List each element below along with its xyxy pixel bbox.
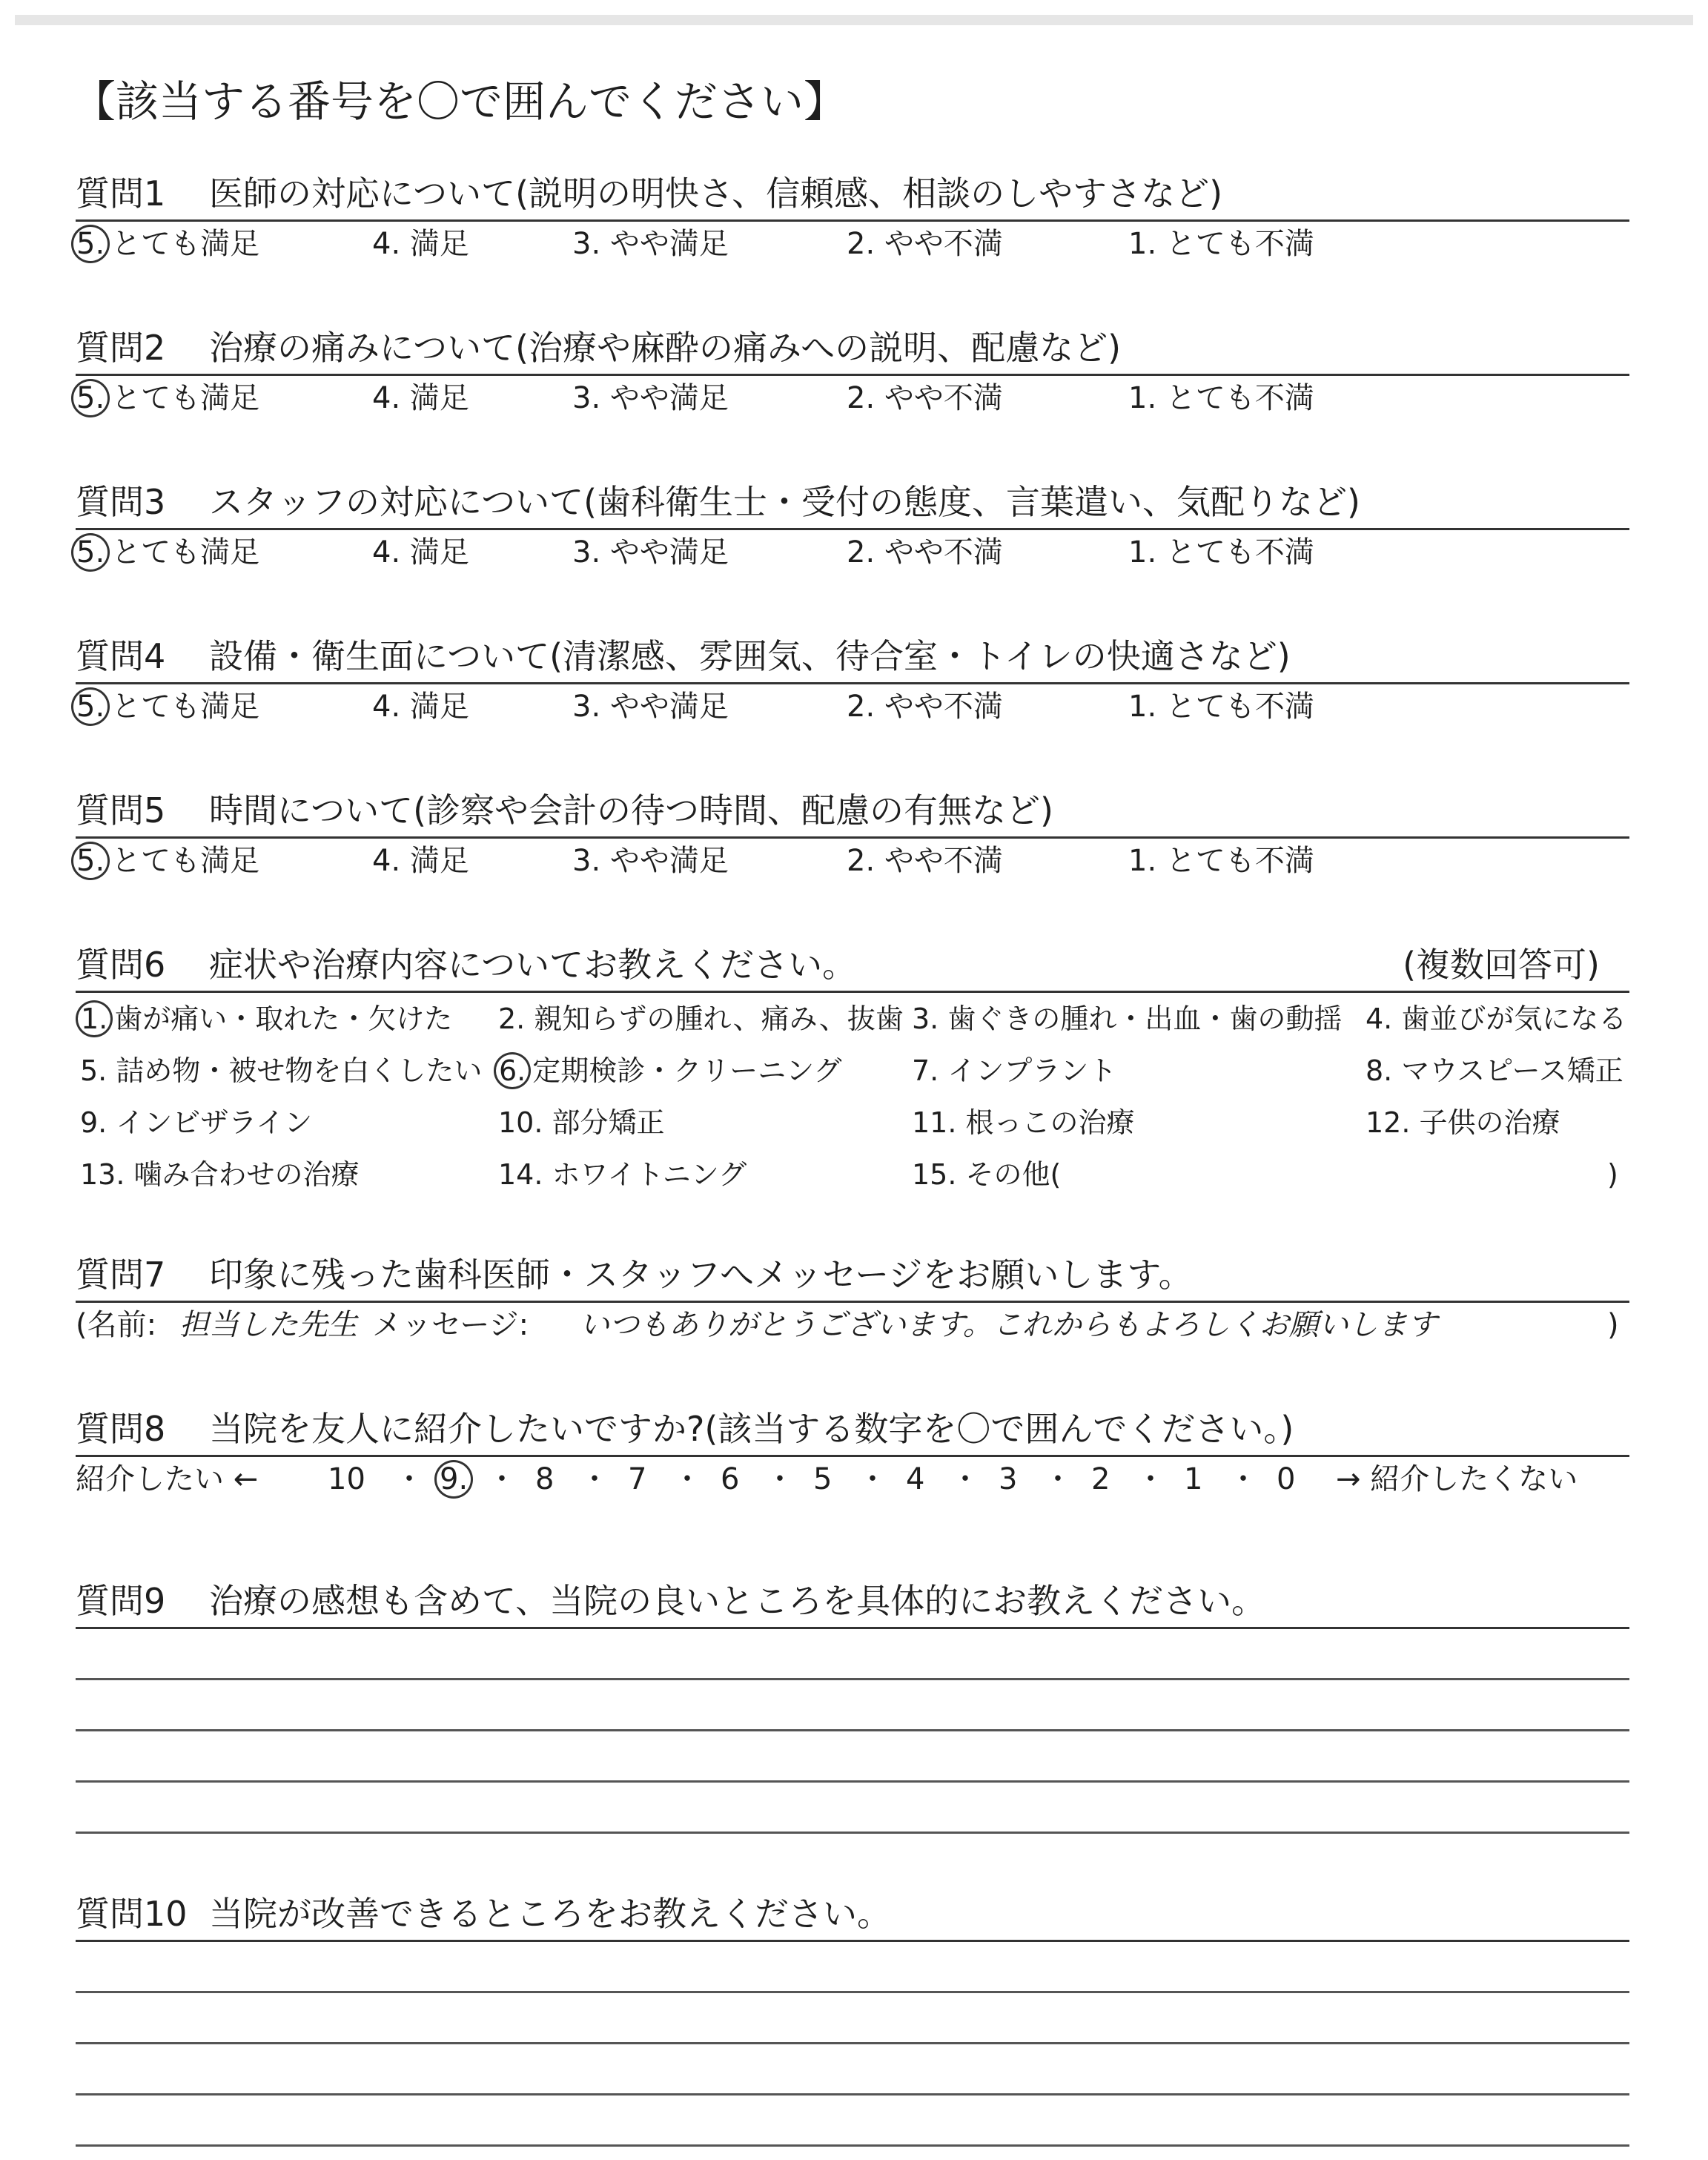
option-4[interactable]: 4. 満足 — [372, 690, 469, 724]
scale-separator: ・ — [672, 1462, 702, 1496]
scale-option-4[interactable]: 4 — [906, 1462, 925, 1496]
question-text: 治療の感想も含めて、当院の良いところを具体的にお教えください。 — [209, 1581, 1266, 1621]
scale-option-0[interactable]: 0 — [1277, 1462, 1296, 1496]
option-1[interactable]: 1. とても不満 — [1128, 690, 1314, 724]
scale-separator: ・ — [1136, 1462, 1165, 1496]
option-2[interactable]: 2. やや不満 — [847, 381, 1003, 415]
question-number: 質問8 — [76, 1409, 166, 1449]
rating-options — [76, 222, 1629, 266]
option-4[interactable]: 4. 満足 — [372, 844, 469, 878]
option-2[interactable]: 2. やや不満 — [847, 690, 1003, 724]
question-number: 質問6 — [76, 945, 166, 985]
question-number: 質問9 — [76, 1581, 166, 1621]
answer-line[interactable] — [76, 1991, 1629, 1993]
scale-right-label: → 紹介したくない — [1336, 1462, 1578, 1496]
question-text: 印象に残った歯科医師・スタッフへメッセージをお願いします。 — [209, 1255, 1193, 1295]
name-label: (名前: — [76, 1308, 157, 1342]
question-1 — [76, 172, 1629, 266]
question-title — [76, 1407, 1629, 1450]
symptom-option-6-selected[interactable]: 6. 定期検診・クリーニング — [498, 1045, 842, 1097]
symptom-option-14[interactable]: 14. ホワイトニング — [498, 1158, 747, 1191]
question-2 — [76, 326, 1629, 420]
selected-circle-mark: 5. — [71, 379, 110, 417]
option-5-selected[interactable]: 5. とても満足 — [76, 530, 259, 575]
question-title — [76, 635, 1629, 678]
question-text: 当院を友人に紹介したいですか?(該当する数字を〇で囲んでください。) — [209, 1409, 1294, 1449]
scale-option-9-selected[interactable] — [439, 1457, 474, 1502]
option-4[interactable]: 4. 満足 — [372, 227, 469, 261]
question-text: 当院が改善できるところをお教えください。 — [209, 1894, 891, 1934]
question-number: 質問4 — [76, 636, 166, 676]
selected-circle-mark: 9. — [434, 1460, 473, 1499]
answer-line[interactable] — [76, 1780, 1629, 1783]
scale-separator: ・ — [858, 1462, 887, 1496]
question-10 — [76, 1892, 1629, 2147]
question-text: 治療の痛みについて(治療や麻酔の痛みへの説明、配慮など) — [209, 328, 1122, 368]
symptom-option-5[interactable]: 5. 詰め物・被せ物を白くしたい — [80, 1054, 483, 1087]
question-title — [76, 480, 1629, 524]
question-title — [76, 172, 1629, 215]
symptom-options-grid — [76, 993, 1629, 1200]
option-3[interactable]: 3. やや満足 — [572, 227, 729, 261]
question-8 — [76, 1407, 1629, 1502]
name-field[interactable]: 担当した先生 — [179, 1308, 357, 1342]
message-close-paren: ) — [1607, 1308, 1619, 1342]
answer-line[interactable] — [76, 2144, 1629, 2147]
selected-circle-mark: 6. — [494, 1052, 531, 1089]
question-5 — [76, 789, 1629, 883]
symptom-option-8[interactable]: 8. マウスピース矯正 — [1366, 1054, 1623, 1087]
answer-line[interactable] — [76, 2093, 1629, 2095]
question-title — [76, 326, 1629, 369]
question-underline — [76, 1627, 1629, 1629]
option-1[interactable]: 1. とても不満 — [1128, 844, 1314, 878]
scale-option-7[interactable]: 7 — [628, 1462, 647, 1496]
question-text: 設備・衛生面について(清潔感、雰囲気、待合室・トイレの快適さなど) — [209, 636, 1291, 676]
option-1[interactable]: 1. とても不満 — [1128, 227, 1314, 261]
option-2[interactable]: 2. やや不満 — [847, 535, 1003, 569]
question-6 — [76, 943, 1629, 1200]
scale-separator: ・ — [765, 1462, 795, 1496]
question-number: 質問3 — [76, 482, 166, 522]
question-text: 時間について(診察や会計の待つ時間、配慮の有無など) — [209, 790, 1053, 830]
symptom-option-1-selected[interactable]: 1. 歯が痛い・取れた・欠けた — [80, 993, 452, 1045]
question-number: 質問2 — [76, 328, 166, 368]
scale-option-10[interactable]: 10 — [328, 1462, 365, 1496]
question-3 — [76, 480, 1629, 575]
question-9 — [76, 1579, 1629, 1834]
option-3[interactable]: 3. やや満足 — [572, 535, 729, 569]
question-4 — [76, 635, 1629, 729]
scale-option-5[interactable]: 5 — [813, 1462, 833, 1496]
option-3[interactable]: 3. やや満足 — [572, 381, 729, 415]
symptom-option-13[interactable]: 13. 噛み合わせの治療 — [80, 1158, 360, 1191]
scale-option-2[interactable]: 2 — [1091, 1462, 1110, 1496]
question-text: スタッフの対応について(歯科衛生士・受付の態度、言葉遣い、気配りなど) — [209, 482, 1360, 522]
symptom-option-3[interactable]: 3. 歯ぐきの腫れ・出血・歯の動揺 — [912, 1003, 1343, 1035]
message-field[interactable]: いつもありがとうございます。これからもよろしくお願いします — [580, 1308, 1437, 1342]
option-4[interactable]: 4. 満足 — [372, 381, 469, 415]
symptom-option-9[interactable]: 9. インビザライン — [80, 1106, 313, 1139]
option-5-selected[interactable]: 5. とても満足 — [76, 376, 259, 420]
multiple-answers-note: (複数回答可) — [1403, 945, 1600, 985]
question-title — [76, 943, 1629, 986]
message-label: メッセージ: — [372, 1308, 529, 1342]
scale-option-8[interactable]: 8 — [535, 1462, 555, 1496]
question-number: 質問1 — [76, 174, 166, 214]
question-underline — [76, 1940, 1629, 1942]
rating-options — [76, 839, 1629, 883]
option-5-selected[interactable]: 5. とても満足 — [76, 684, 259, 729]
recommend-scale — [76, 1457, 1629, 1502]
option-5-selected[interactable]: 5. とても満足 — [76, 222, 259, 266]
option-3[interactable]: 3. やや満足 — [572, 844, 729, 878]
symptom-option-2[interactable]: 2. 親知らずの腫れ、痛み、抜歯 — [498, 1003, 904, 1035]
scale-option-6[interactable]: 6 — [721, 1462, 740, 1496]
option-2[interactable]: 2. やや不満 — [847, 227, 1003, 261]
scale-separator: ・ — [487, 1462, 517, 1496]
symptom-option-4[interactable]: 4. 歯並びが気になる — [1366, 1003, 1627, 1035]
option-1[interactable]: 1. とても不満 — [1128, 535, 1314, 569]
question-number: 質問5 — [76, 790, 166, 830]
selected-circle-mark: 5. — [71, 225, 110, 263]
page-title: 【該当する番号を〇で囲んでください】 — [73, 76, 847, 127]
scale-separator: ・ — [1043, 1462, 1073, 1496]
selected-circle-mark: 5. — [71, 533, 110, 572]
scale-separator: ・ — [950, 1462, 980, 1496]
scan-top-edge — [15, 15, 1693, 25]
rating-options — [76, 684, 1629, 729]
scale-option-3[interactable]: 3 — [999, 1462, 1018, 1496]
symptom-option-11[interactable]: 11. 根っこの治療 — [912, 1106, 1135, 1139]
option-3[interactable]: 3. やや満足 — [572, 690, 729, 724]
scale-option-1[interactable]: 1 — [1184, 1462, 1203, 1496]
question-title — [76, 789, 1629, 832]
answer-line[interactable] — [76, 1832, 1629, 1834]
scale-separator: ・ — [1228, 1462, 1258, 1496]
scale-separator: ・ — [580, 1462, 609, 1496]
option-1[interactable]: 1. とても不満 — [1128, 381, 1314, 415]
symptom-option-10[interactable]: 10. 部分矯正 — [498, 1106, 665, 1139]
rating-options — [76, 530, 1629, 575]
question-title — [76, 1253, 1629, 1296]
question-text: 症状や治療内容についてお教えください。 — [209, 945, 857, 985]
question-title — [76, 1892, 1629, 1935]
question-7 — [76, 1253, 1629, 1347]
message-row — [76, 1303, 1629, 1347]
question-text: 医師の対応について(説明の明快さ、信頼感、相談のしやすさなど) — [209, 174, 1223, 214]
question-number: 質問7 — [76, 1255, 166, 1295]
symptom-option-15[interactable]: 15. その他( — [912, 1158, 1062, 1191]
selected-circle-mark: 5. — [71, 687, 110, 726]
option-4[interactable]: 4. 満足 — [372, 535, 469, 569]
answer-line[interactable] — [76, 1678, 1629, 1680]
other-close-paren: ) — [1607, 1158, 1618, 1191]
selected-circle-mark: 5. — [71, 842, 110, 880]
symptom-option-12[interactable]: 12. 子供の治療 — [1366, 1106, 1560, 1139]
scale-separator: ・ — [394, 1462, 424, 1496]
rating-options — [76, 376, 1629, 420]
scale-left-label: 紹介したい ← — [76, 1462, 259, 1496]
answer-line[interactable] — [76, 1729, 1629, 1731]
symptom-option-7[interactable]: 7. インプラント — [912, 1054, 1117, 1087]
option-2[interactable]: 2. やや不満 — [847, 844, 1003, 878]
option-5-selected[interactable]: 5. とても満足 — [76, 839, 259, 883]
question-number: 質問10 — [76, 1894, 188, 1934]
selected-circle-mark: 1. — [76, 1000, 113, 1037]
question-title — [76, 1579, 1629, 1622]
answer-line[interactable] — [76, 2042, 1629, 2044]
